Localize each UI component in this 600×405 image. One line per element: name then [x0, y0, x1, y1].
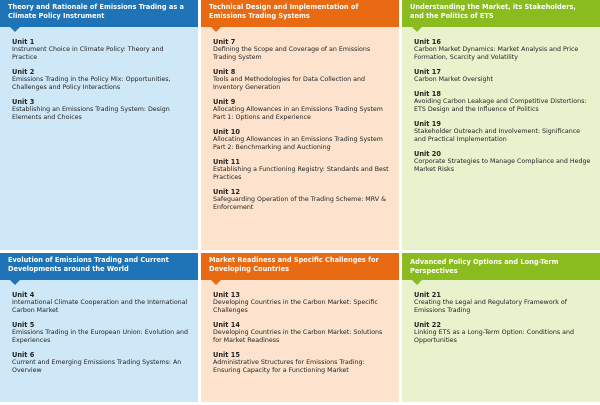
unit-list — [201, 280, 399, 385]
unit-number: Unit 15 — [213, 351, 240, 359]
unit-number: Unit 14 — [213, 321, 240, 329]
module-header: Understanding the Market, its Stakeholders, and the Politics of ETS — [402, 0, 600, 27]
unit-title: Carbon Market Dynamics: Market Analysis and Price Formation, Scarcity and Volatility — [414, 46, 579, 61]
unit-item — [12, 351, 190, 375]
unit-item — [12, 68, 190, 92]
unit-item — [414, 68, 592, 84]
unit-number: Unit 7 — [213, 38, 236, 46]
unit-title: International Climate Cooperation and the International Carbon Market — [12, 299, 188, 314]
unit-item — [213, 351, 391, 375]
unit-title: Instrument Choice in Climate Policy: Theory and Practice — [12, 46, 164, 61]
unit-number: Unit 9 — [213, 98, 236, 106]
unit-list — [402, 280, 600, 355]
unit-number: Unit 16 — [414, 38, 441, 46]
unit-item — [414, 38, 592, 62]
unit-title: Allocating Allowances in an Emissions Trading System Part 1: Options and Experience — [213, 106, 383, 121]
unit-title: Safeguarding Operation of the Trading Scheme: MRV & Enforcement — [213, 196, 386, 211]
unit-number: Unit 3 — [12, 98, 35, 106]
unit-number: Unit 21 — [414, 291, 441, 299]
module-panel-evolution — [0, 253, 198, 402]
unit-item — [414, 321, 592, 345]
unit-item — [213, 188, 391, 212]
unit-title: Emissions Trading in the European Union: Evolution and Experiences — [12, 329, 188, 344]
unit-number: Unit 5 — [12, 321, 35, 329]
unit-title: Current and Emerging Emissions Trading Systems: An Overview — [12, 359, 182, 374]
unit-number: Unit 10 — [213, 128, 240, 136]
unit-list — [201, 27, 399, 222]
unit-list — [0, 27, 198, 132]
unit-title: Tools and Methodologies for Data Collection and Inventory Generation — [213, 76, 366, 91]
unit-list — [0, 280, 198, 385]
unit-number: Unit 22 — [414, 321, 441, 329]
unit-title: Emissions Trading in the Policy Mix: Opportunities, Challenges and Policy Interactions — [12, 76, 171, 91]
module-header: Evolution of Emissions Trading and Current Developments around the World — [0, 253, 198, 280]
module-panel-market-understanding — [402, 0, 600, 250]
unit-title: Carbon Market Oversight — [414, 76, 493, 83]
module-header: Technical Design and Implementation of Emissions Trading Systems — [201, 0, 399, 27]
unit-number: Unit 18 — [414, 90, 441, 98]
unit-number: Unit 4 — [12, 291, 35, 299]
unit-number: Unit 2 — [12, 68, 35, 76]
unit-number: Unit 1 — [12, 38, 35, 46]
module-header: Advanced Policy Options and Long-Term Perspectives — [402, 253, 600, 280]
unit-list — [402, 27, 600, 184]
unit-title: Defining the Scope and Coverage of an Emissions Trading System — [213, 46, 371, 61]
unit-item — [12, 321, 190, 345]
module-panel-theory — [0, 0, 198, 250]
module-header: Theory and Rationale of Emissions Trading as a Climate Policy Instrument — [0, 0, 198, 27]
unit-number: Unit 8 — [213, 68, 236, 76]
unit-item — [12, 38, 190, 62]
unit-item — [213, 291, 391, 315]
unit-item — [213, 38, 391, 62]
unit-title: Corporate Strategies to Manage Compliance and Hedge Market Risks — [414, 158, 591, 173]
unit-title: Stakeholder Outreach and Involvement: Significance and Practical Implementation — [414, 128, 581, 143]
unit-item — [213, 128, 391, 152]
unit-item — [213, 98, 391, 122]
unit-item — [213, 68, 391, 92]
unit-title: Administrative Structures for Emissions Trading: Ensuring Capacity for a Functioning Market — [213, 359, 365, 374]
unit-title: Allocating Allowances in an Emissions Trading System Part 2: Benchmarking and Auctioning — [213, 136, 383, 151]
unit-title: Developing Countries in the Carbon Market: Specific Challenges — [213, 299, 378, 314]
module-header: Market Readiness and Specific Challenges for Developing Countries — [201, 253, 399, 280]
unit-item — [414, 291, 592, 315]
unit-number: Unit 12 — [213, 188, 240, 196]
unit-item — [414, 90, 592, 114]
unit-title: Establishing a Functioning Registry: Standards and Best Practices — [213, 166, 389, 181]
module-panel-market-readiness — [201, 253, 399, 402]
unit-number: Unit 17 — [414, 68, 441, 76]
unit-item — [414, 120, 592, 144]
unit-number: Unit 11 — [213, 158, 240, 166]
unit-title: Avoiding Carbon Leakage and Competitive Distortions: ETS Design and the Influence of Politics — [414, 98, 587, 113]
unit-item — [414, 150, 592, 174]
unit-number: Unit 20 — [414, 150, 441, 158]
unit-number: Unit 19 — [414, 120, 441, 128]
unit-item — [213, 321, 391, 345]
unit-title: Creating the Legal and Regulatory Framework of Emissions Trading — [414, 299, 567, 314]
unit-number: Unit 6 — [12, 351, 35, 359]
module-panel-technical-design — [201, 0, 399, 250]
unit-item — [12, 291, 190, 315]
unit-item — [213, 158, 391, 182]
unit-title: Linking ETS as a Long-Term Option: Conditions and Opportunities — [414, 329, 574, 344]
module-panel-advanced-policy — [402, 253, 600, 402]
unit-title: Establishing an Emissions Trading System: Design Elements and Choices — [12, 106, 170, 121]
unit-item — [12, 98, 190, 122]
unit-title: Developing Countries in the Carbon Market: Solutions for Market Readiness — [213, 329, 383, 344]
unit-number: Unit 13 — [213, 291, 240, 299]
